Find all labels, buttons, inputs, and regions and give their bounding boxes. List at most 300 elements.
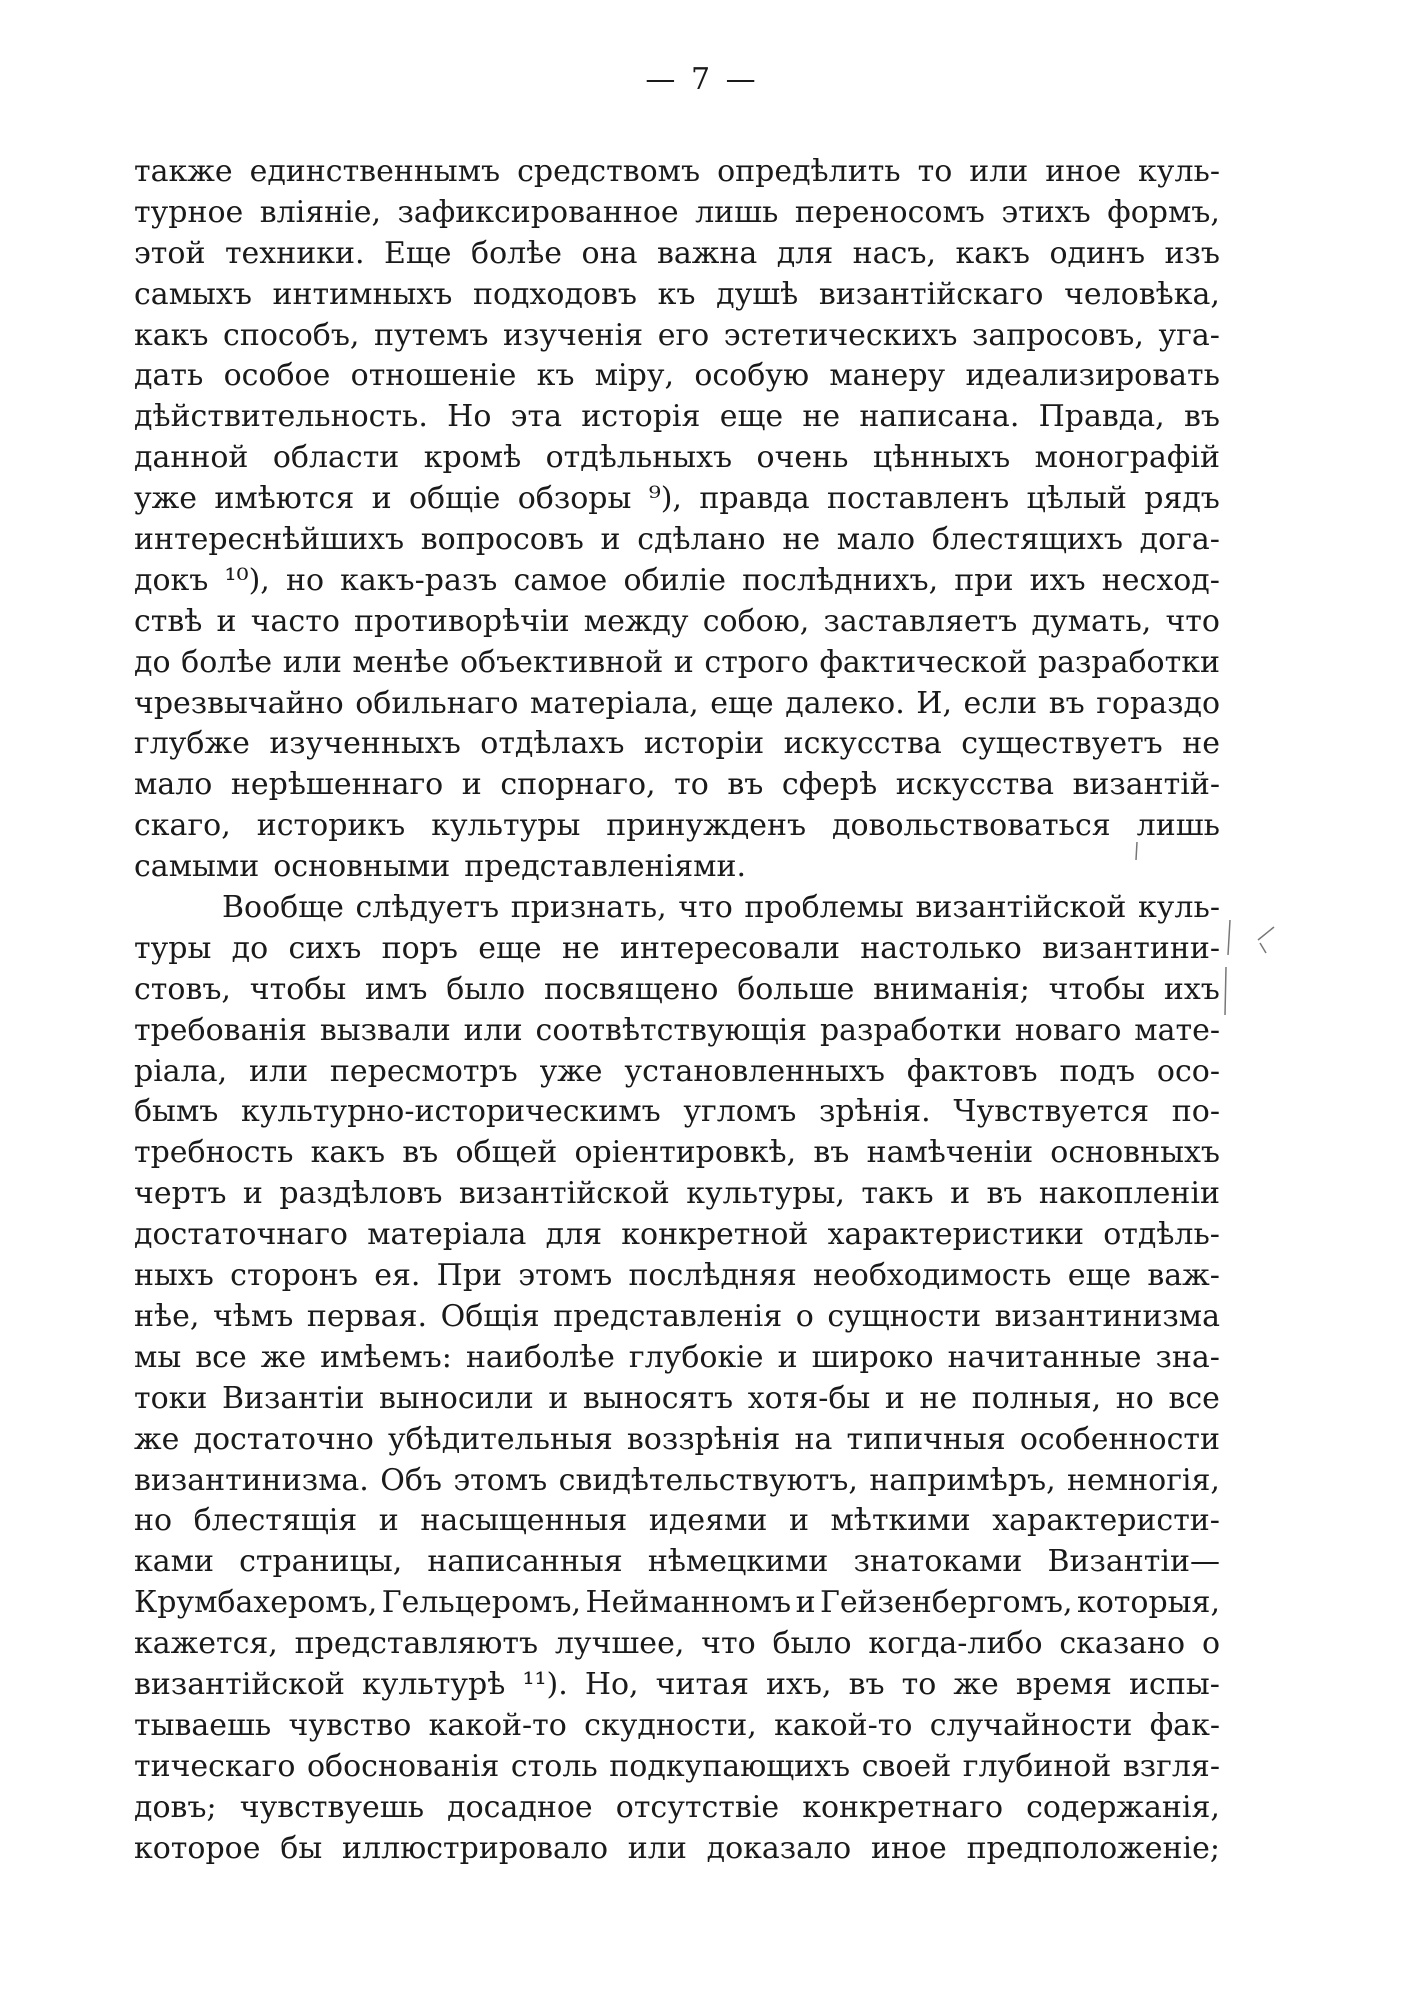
word: кромѣ [423, 440, 522, 476]
word: же [134, 1421, 180, 1457]
word: насъ, [852, 235, 936, 271]
word: Чувствуется [953, 1094, 1150, 1130]
word: чтобы [249, 971, 347, 1007]
word: разработки [819, 1012, 1002, 1048]
word: поръ [381, 930, 458, 966]
word: же [953, 1666, 999, 1702]
text-line [134, 1011, 1220, 1052]
word: или [282, 644, 342, 680]
word: настолько [860, 930, 1022, 966]
word: блестящія [193, 1503, 358, 1539]
word: византійской [134, 1666, 345, 1702]
word: то [917, 154, 953, 189]
word: Правда, [1038, 399, 1165, 435]
word: важ- [1147, 1258, 1220, 1294]
word: этой [134, 235, 206, 271]
word: Византіи [221, 1380, 365, 1416]
word: или [969, 154, 1029, 189]
word: иное [870, 1830, 947, 1866]
word: лучшее, [554, 1626, 685, 1662]
word: Еще [383, 235, 452, 271]
word: противорѣчіи [354, 603, 570, 639]
word: такъ [861, 1176, 934, 1212]
word: его [657, 317, 710, 353]
text-line [134, 1706, 1220, 1747]
word: лишь [1136, 808, 1220, 844]
word: думать, [1031, 603, 1152, 639]
body-text [134, 152, 1220, 1869]
word: Объ [380, 1462, 442, 1498]
word: менѣе [352, 644, 450, 680]
text-line [134, 1052, 1220, 1093]
word: цѣлый [1026, 481, 1127, 517]
word: еще [719, 399, 784, 435]
word: досадное [447, 1789, 593, 1825]
text-line [134, 684, 1220, 725]
word: болѣе [181, 644, 273, 680]
word: блестящихъ [931, 522, 1123, 558]
word: къ [657, 276, 696, 312]
text-line [134, 1256, 1220, 1297]
word: Нейманномъ [585, 1585, 792, 1621]
word: ихъ [1029, 562, 1086, 598]
word: своей [861, 1748, 952, 1784]
word: и [884, 1380, 905, 1416]
word: правда [699, 481, 810, 517]
word: рядъ [1144, 481, 1220, 517]
word: турное [134, 194, 244, 230]
word: знатоками [853, 1544, 1023, 1580]
word: написанныя [427, 1544, 623, 1580]
word: подходовъ [472, 276, 638, 312]
word: единственнымъ [249, 154, 501, 189]
word: ныхъ [134, 1258, 214, 1294]
word: мало [836, 522, 916, 558]
word: отсутствіе [615, 1789, 780, 1825]
word: первая. [306, 1298, 428, 1334]
word: дать [134, 358, 204, 394]
word: проблемы [744, 890, 904, 926]
word: и [371, 481, 392, 517]
word: интереснѣйшихъ [134, 522, 405, 558]
word: интимныхъ [272, 276, 453, 312]
word: представляютъ [294, 1626, 539, 1662]
word: доказало [706, 1830, 852, 1866]
word: посвящено [544, 971, 719, 1007]
word: путемъ [374, 317, 489, 353]
word: мало [134, 767, 213, 803]
word: сущности [827, 1298, 982, 1334]
word: требованія [134, 1012, 307, 1048]
word: вопросовъ [420, 522, 584, 558]
word: если [963, 685, 1038, 721]
word: еще [710, 685, 774, 721]
word: при [954, 562, 1014, 598]
word: что [701, 1626, 756, 1662]
word: мате- [1134, 1012, 1220, 1048]
word: мѣткими [830, 1503, 971, 1539]
word: основными [273, 849, 451, 885]
word: или [627, 1830, 687, 1866]
word: человѣка, [1064, 276, 1220, 312]
text-line [134, 929, 1220, 970]
text-line [134, 1338, 1220, 1379]
word: случайности [929, 1707, 1133, 1743]
word: не [802, 399, 841, 435]
word: общей [455, 1135, 558, 1171]
word: уже [539, 1053, 603, 1089]
word: очень [756, 440, 849, 476]
word: дѣйствительность. [134, 399, 428, 435]
word: особую [694, 358, 810, 394]
word: послѣдняя [628, 1258, 797, 1294]
word: конкретной [621, 1217, 809, 1253]
word: сторонъ [230, 1258, 358, 1294]
word: Гейзенбергомъ, [820, 1585, 1073, 1621]
word: данной [134, 440, 249, 476]
word: исторіи [643, 726, 765, 762]
word: запросовъ, [972, 317, 1144, 353]
word: Общія [440, 1298, 540, 1334]
word: византинизма [994, 1298, 1220, 1334]
word: немногія, [1067, 1462, 1220, 1498]
word: и [378, 1503, 399, 1539]
word: нѣмецкими [647, 1544, 829, 1580]
word: отдѣлахъ [480, 726, 625, 762]
word: наиболѣе [465, 1339, 615, 1375]
word: написана. [859, 399, 1020, 435]
word: но [134, 1503, 173, 1539]
word: докъ [134, 562, 209, 598]
word: столь [510, 1748, 598, 1784]
word: о [1201, 1626, 1220, 1662]
word: обиліе [623, 562, 726, 598]
word: которыя, [1076, 1585, 1220, 1621]
word: этомъ [453, 1462, 548, 1498]
word: достаточнаго [134, 1217, 348, 1253]
word: нерѣшеннаго [230, 767, 444, 803]
word: тываешь [134, 1707, 272, 1743]
word: глубже [134, 726, 250, 762]
word: одинъ [1049, 235, 1146, 271]
word: въ [848, 1666, 885, 1702]
word: бы [280, 1830, 323, 1866]
word: историкъ [256, 808, 406, 844]
word: токи [134, 1380, 208, 1416]
word: глубокіе [628, 1339, 764, 1375]
text-line [134, 316, 1220, 357]
word: ками [134, 1544, 214, 1580]
word: довольствоваться [832, 808, 1111, 844]
word: эта [510, 399, 562, 435]
word: въ [813, 1135, 850, 1171]
word: поставленъ [827, 481, 1010, 517]
word: на [794, 1421, 833, 1457]
word: особенности [1019, 1421, 1220, 1457]
word: осо- [1156, 1053, 1220, 1089]
word: цѣнныхъ [872, 440, 1011, 476]
word: существуетъ [961, 726, 1163, 762]
word: вызвали [319, 1012, 451, 1048]
word: не [561, 930, 600, 966]
word: идеализировать [965, 358, 1220, 394]
word: этомъ [518, 1258, 613, 1294]
word: куль- [1138, 890, 1220, 926]
word: не [1182, 726, 1220, 762]
word: переносомъ [794, 194, 985, 230]
word: типичныя [846, 1421, 1006, 1457]
word: что [678, 890, 733, 926]
text-line [134, 561, 1220, 602]
word: самыми [134, 849, 260, 885]
word: византій- [1072, 767, 1220, 803]
word: византійской [458, 1176, 670, 1212]
text-line [134, 1624, 1220, 1665]
word: культурно-историческимъ [241, 1094, 661, 1130]
text-line [134, 1461, 1220, 1502]
word: чѣмъ [212, 1298, 294, 1334]
word: было [446, 971, 526, 1007]
word: искусства [783, 726, 942, 762]
word: для [776, 235, 834, 271]
word: слѣдуетъ [355, 890, 500, 926]
word: все [195, 1339, 247, 1375]
word: признать, [510, 890, 667, 926]
word: византинизма. [134, 1462, 369, 1498]
text-line [134, 1583, 1220, 1624]
word: раздѣловъ [279, 1176, 443, 1212]
word: отношеніе [350, 358, 517, 394]
word: чрезвычайно [134, 685, 344, 721]
text-line [134, 152, 1220, 193]
text-line [134, 234, 1220, 275]
word: какъ [310, 1135, 386, 1171]
text-line [134, 806, 1220, 847]
word: болѣе [471, 235, 563, 271]
word: строго [704, 644, 809, 680]
word: ихъ, [765, 1666, 832, 1702]
pencil-margin-mark [1200, 915, 1290, 1025]
word: заставляетъ [823, 603, 1018, 639]
word: бымъ [134, 1094, 219, 1130]
word: собою, [702, 603, 810, 639]
word: чувствуешь [239, 1789, 425, 1825]
word: Византіи— [1047, 1544, 1220, 1580]
word: или [249, 1053, 309, 1089]
word: техники. [224, 235, 365, 271]
word: объективной [459, 644, 664, 680]
word: отдѣльныхъ [545, 440, 733, 476]
word: искусства [895, 767, 1054, 803]
word: уга- [1158, 317, 1220, 353]
text-line [134, 520, 1220, 561]
text-line [134, 602, 1220, 643]
word: идеями [648, 1503, 768, 1539]
word: выносятъ [582, 1380, 734, 1416]
text-line [134, 1542, 1220, 1583]
text-line [134, 970, 1220, 1011]
word: часто [250, 603, 340, 639]
word: къ [536, 358, 575, 394]
word: обоснованія [306, 1748, 500, 1784]
word: матеріала, [529, 685, 699, 721]
text-line [134, 1174, 1220, 1215]
word: свидѣтельствуютъ, [558, 1462, 858, 1498]
text-line [134, 1092, 1220, 1133]
word: она [581, 235, 638, 271]
word: чертъ [134, 1176, 227, 1212]
word: еще [478, 930, 542, 966]
word: для [545, 1217, 603, 1253]
word: или [463, 1012, 523, 1048]
word: и [216, 603, 237, 639]
word: византійскаго [818, 276, 1044, 312]
word: конкретнаго [802, 1789, 1004, 1825]
word: начитанные [947, 1339, 1142, 1375]
word: вліяніе, [259, 194, 382, 230]
word: куль- [1138, 154, 1220, 189]
word: иное [1045, 154, 1122, 189]
word: до [231, 930, 269, 966]
text-line [134, 1501, 1220, 1542]
word: достаточно [193, 1421, 374, 1457]
word: характеристи- [992, 1503, 1220, 1539]
word: принужденъ [606, 808, 807, 844]
text-line [134, 1215, 1220, 1256]
word: намѣченіи [866, 1135, 1034, 1171]
word: византійской [915, 890, 1127, 926]
word: сихъ [288, 930, 362, 966]
word: фак- [1149, 1707, 1220, 1743]
word: культуры, [686, 1176, 845, 1212]
word: по- [1171, 1094, 1220, 1130]
word: разработки [1037, 644, 1220, 680]
word: особое [223, 358, 331, 394]
text-line [134, 1788, 1220, 1829]
word: когда-либо [868, 1626, 1043, 1662]
word: взгля- [1122, 1748, 1220, 1784]
word: этихъ [1001, 194, 1091, 230]
word: же [260, 1339, 307, 1375]
word: и [600, 522, 621, 558]
word: иллюстрировало [342, 1830, 609, 1866]
word: изъ [1164, 235, 1220, 271]
text-line [134, 479, 1220, 520]
word: культуры [431, 808, 581, 844]
word: и [788, 1503, 809, 1539]
word: подъ [1059, 1053, 1136, 1089]
word: какъ-разъ [340, 562, 498, 598]
word: представленіями. [464, 849, 747, 885]
word: довъ; [134, 1789, 217, 1825]
word: которое [134, 1830, 261, 1866]
word: дога- [1139, 522, 1220, 558]
word: то [901, 1666, 937, 1702]
word: византини- [1042, 930, 1220, 966]
word: хотя-бы [747, 1380, 871, 1416]
word: средствомъ [517, 154, 701, 189]
word: ея. [374, 1258, 421, 1294]
word: и [673, 644, 694, 680]
word: пересмотръ [329, 1053, 518, 1089]
word: глубиной [962, 1748, 1112, 1784]
text-line [134, 438, 1220, 479]
word: что [1165, 603, 1220, 639]
word: угломъ [683, 1094, 797, 1130]
word: изученія [503, 317, 644, 353]
word: соотвѣтствующія [535, 1012, 808, 1048]
word: въ [727, 767, 764, 803]
word: сферѣ [781, 767, 878, 803]
text-line [134, 1420, 1220, 1461]
text-line [134, 724, 1220, 765]
word: зафиксированное [397, 194, 679, 230]
word: зна- [1155, 1339, 1220, 1375]
word: время [1015, 1666, 1112, 1702]
word: культурѣ [362, 1666, 506, 1702]
word: И, [916, 685, 952, 721]
word: напримѣръ, [869, 1462, 1056, 1498]
word: спорнаго, [500, 767, 656, 803]
word: новаго [1014, 1012, 1122, 1048]
word: широко [811, 1339, 934, 1375]
text-line-paragraph-start [134, 888, 1220, 929]
word: представленія [553, 1298, 783, 1334]
word: самыхъ [134, 276, 252, 312]
word: монографій [1034, 440, 1220, 476]
word: чувство [288, 1707, 412, 1743]
word: скаго, [134, 808, 231, 844]
word: насыщенныя [420, 1503, 628, 1539]
word: въ [402, 1135, 439, 1171]
word: все [1168, 1380, 1220, 1416]
word: Крумбахеромъ, [134, 1585, 378, 1621]
word: міру, [594, 358, 675, 394]
text-line [134, 1297, 1220, 1338]
word: убѣдительныя [387, 1421, 613, 1457]
word: ріала, [134, 1053, 228, 1089]
word: и [777, 1339, 798, 1375]
word: стовъ, [134, 971, 231, 1007]
word: туры [134, 930, 212, 966]
word: о [795, 1298, 814, 1334]
word: характеристики [827, 1217, 1084, 1253]
text-line [134, 275, 1220, 316]
text-line [134, 1665, 1220, 1706]
word: въ [986, 1176, 1023, 1212]
word: Гельцеромъ, [381, 1585, 582, 1621]
word: тическаго [134, 1748, 296, 1784]
word: интересовали [620, 930, 840, 966]
word: ⁹), [648, 481, 682, 517]
word: какой-то [774, 1707, 913, 1743]
word: между [583, 603, 689, 639]
word: и [795, 1585, 816, 1621]
text-line [134, 765, 1220, 806]
word: подкупающихъ [609, 1748, 851, 1784]
word: имъ [364, 971, 428, 1007]
word: важна [656, 235, 758, 271]
word: въ [1048, 685, 1085, 721]
word: фактической [819, 644, 1028, 680]
word: содержанія, [1026, 1789, 1220, 1825]
word: формъ, [1107, 194, 1220, 230]
word: какъ [955, 235, 1030, 271]
word: Вообще [222, 890, 344, 926]
word: сказано [1059, 1626, 1186, 1662]
word: несход- [1101, 562, 1220, 598]
word: лишь [695, 194, 779, 230]
